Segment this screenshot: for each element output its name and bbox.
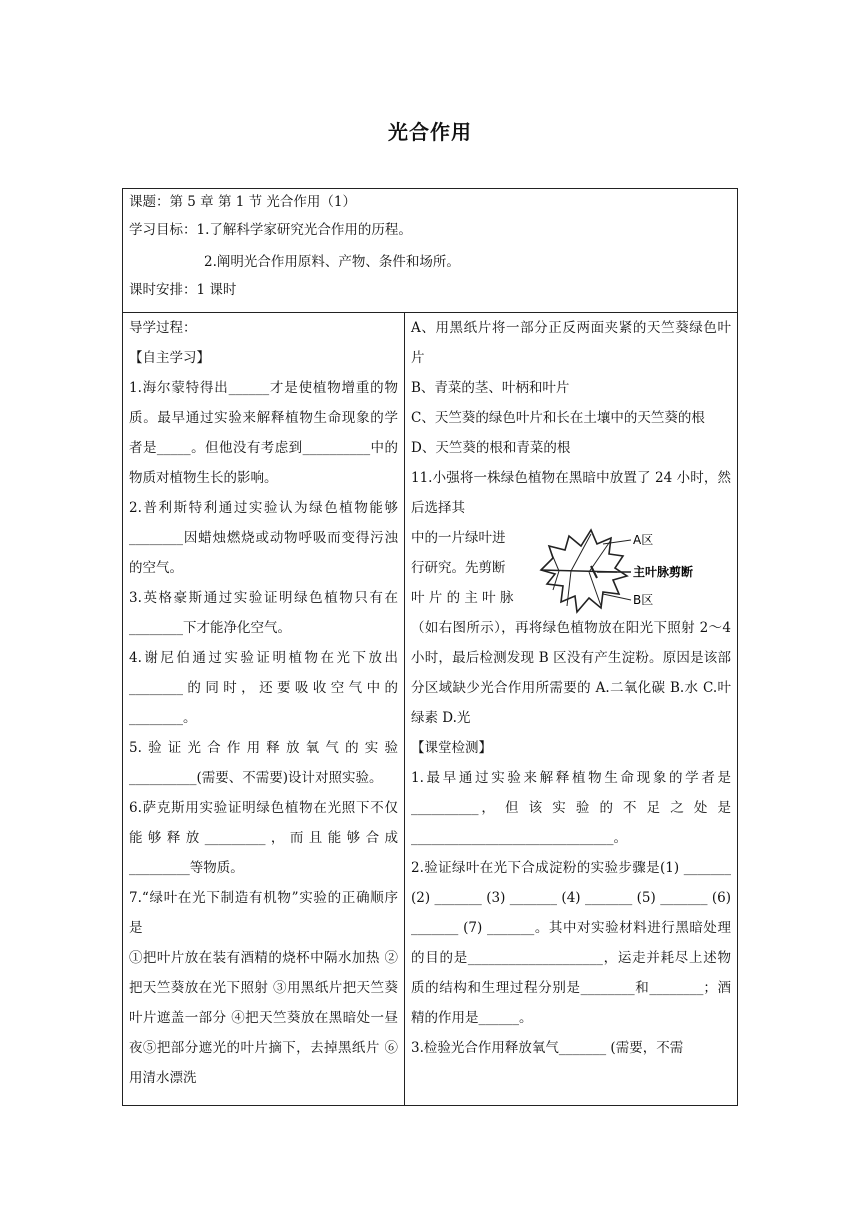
option-c: C、天竺葵的绿色叶片和长在土壤中的天竺葵的根	[411, 410, 705, 426]
question-11-intro: 11.小强将一株绿色植物在黑暗中放置了 24 小时，然后选择其	[411, 470, 731, 516]
question-2: 2.普利斯特利通过实验认为绿色植物能够________因蜡烛燃烧或动物呼吸而变得污浊的空气。	[129, 500, 398, 576]
option-b: B、青菜的茎、叶柄和叶片	[411, 380, 570, 396]
self-study-heading: 【自主学习】	[129, 350, 210, 366]
check-question-3: 3.检验光合作用释放氧气_______ (需要，不需	[411, 1040, 684, 1056]
question-7-steps: ①把叶片放在装有酒精的烧杯中隔水加热 ②把天竺葵放在光下照射 ③用黑纸片把天竺葵叶片遮盖一部分 ④把天竺葵放在黑暗处一昼夜⑤把部分遮光的叶片摘下，去掉黑纸片 ⑥用清水漂洗	[129, 950, 398, 1086]
process-label: 导学过程：	[129, 320, 197, 336]
question-11-line-c: 叶 片 的 主 叶 脉	[411, 590, 514, 606]
page-title: 光合作用	[388, 120, 472, 144]
question-3: 3.英格豪斯通过实验证明绿色植物只有在________下才能净化空气。	[129, 590, 398, 636]
leaf-diagram	[531, 522, 731, 622]
question-11-line-a: 中的一片绿叶进	[411, 530, 506, 546]
option-a: A、用黑纸片将一部分正反两面夹紧的天竺葵绿色叶片	[411, 320, 731, 366]
leaf-label-a: A区	[633, 533, 654, 547]
option-d: D、天竺葵的根和青菜的根	[411, 440, 571, 456]
leaf-icon	[531, 522, 731, 622]
class-check-heading: 【课堂检测】	[411, 740, 492, 756]
question-11-rest: （如右图所示），再将绿色植物放在阳光下照射 2～4 小时，最后检测发现 B 区没有产生淀粉。原因是该部分区域缺少光合作用所需要的 A.二氧化碳 B.水 C.叶绿素 D.光	[411, 620, 731, 726]
question-1: 1.海尔蒙特得出______才是使植物增重的物质。最早通过实验来解释植物生命现象的学者是_____。但他没有考虑到__________中的物质对植物生长的影响。	[129, 380, 398, 486]
question-7: 7.“绿叶在光下制造有机物”实验的正确顺序是	[129, 890, 398, 936]
check-question-1: 1.最早通过实验来解释植物生命现象的学者是__________， 但 该 实 验 的 不 足 之 处 是______________________________。	[411, 770, 731, 846]
question-5: 5.验证光合作用释放氧气的实验__________(需要、不需要)设计对照实验。	[129, 740, 398, 786]
left-column	[123, 313, 405, 1105]
leaf-label-b: B区	[633, 593, 654, 607]
goal-line-1: 学习目标：1.了解科学家研究光合作用的历程。	[129, 222, 412, 238]
lesson-header	[123, 189, 737, 313]
question-6: 6.萨克斯用实验证明绿色植物在光照下不仅能够释放_________，而且能够合成_________等物质。	[129, 800, 398, 876]
goal-line-2: 2.阐明光合作用原料、产物、条件和场所。	[204, 254, 460, 270]
schedule-line: 课时安排：1 课时	[129, 282, 237, 298]
right-column	[405, 313, 737, 1105]
check-question-2: 2.验证绿叶在光下合成淀粉的实验步骤是(1) _______ (2) _______ (3) _______ (4) _______ (5) _______ (6) _______ (7) _______。其中对实验材料进行黑暗处理的目的是____________________，运走并耗尽上述物质的结构和生理过程分别是________和________；酒精的作用是______。	[411, 860, 731, 1026]
leaf-label-vein: 主叶脉剪断	[633, 565, 694, 579]
question-11-line-b: 行研究。先剪断	[411, 560, 506, 576]
topic-line: 课题：第 5 章 第 1 节 光合作用（1）	[129, 194, 357, 210]
lesson-table	[122, 188, 738, 1106]
question-4: 4.谢尼伯通过实验证明植物在光下放出________的同时，还要吸收空气中的________。	[129, 650, 398, 726]
